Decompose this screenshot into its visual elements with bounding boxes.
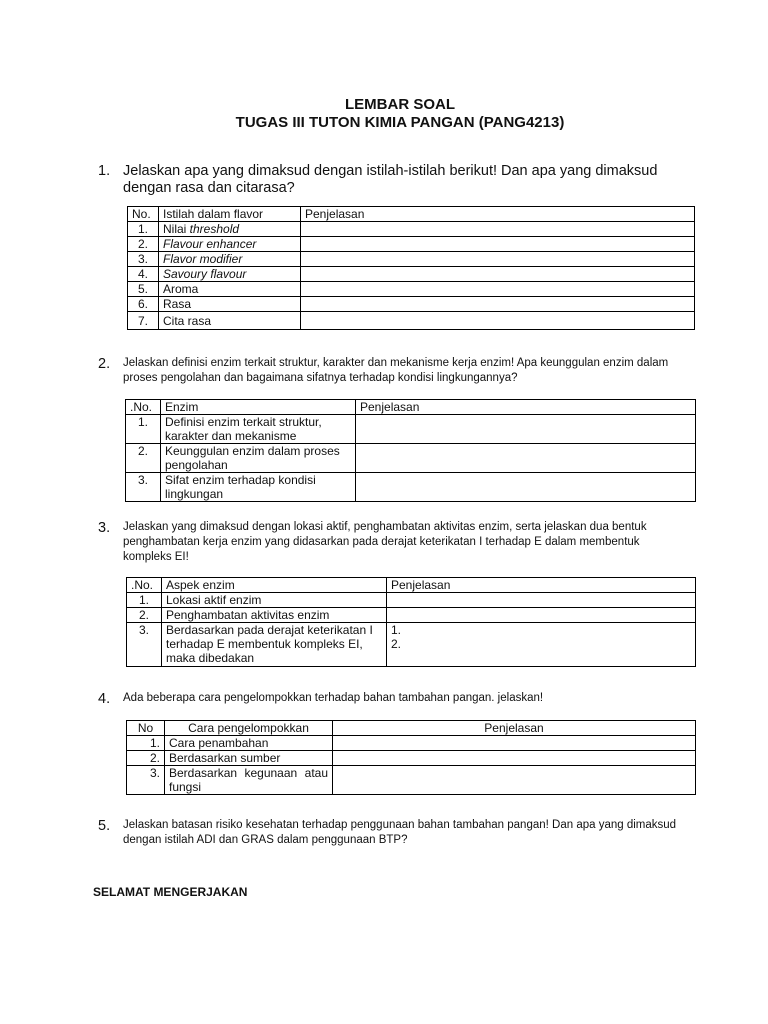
answer-point-2: 2. — [391, 637, 402, 651]
header-enzyme: Enzim — [161, 400, 356, 415]
question-text: Jelaskan batasan risiko kesehatan terhadap penggunaan bahan tambahan pangan! Dan apa yang dimaksud dengan istilah ADI dan GRAS dalam penggunaan BTP? — [123, 819, 677, 846]
term-prefix: Cita rasa — [163, 313, 212, 328]
answer-cell[interactable] — [301, 222, 695, 237]
question-5 — [98, 818, 678, 848]
row-no: 1. — [128, 222, 159, 237]
question-text: Jelaskan yang dimaksud dengan lokasi aktif, penghambatan aktivitas enzim, serta jelaskan dua bentuk penghambatan kerja enzim yang didasarkan pada derajat keterikatan I terhadap E dalam membentuk kompleks EI! — [123, 521, 647, 563]
header-no: .No. — [127, 578, 162, 593]
answer-cell[interactable] — [356, 473, 696, 502]
additive-grouping-table — [126, 720, 696, 795]
row-no: 2. — [127, 751, 165, 766]
row-no: 1. — [127, 736, 165, 751]
table-header-row — [128, 207, 695, 222]
answer-cell[interactable] — [387, 623, 696, 667]
term-italic: Flavor modifier — [163, 252, 243, 266]
header-term: Istilah dalam flavor — [159, 207, 301, 222]
question-4 — [98, 691, 678, 706]
row-term — [159, 297, 301, 312]
table-row — [128, 252, 695, 267]
row-no: 1. — [127, 593, 162, 608]
answer-cell[interactable] — [301, 297, 695, 312]
table-row — [126, 444, 696, 473]
term-italic: Flavour enhancer — [163, 237, 257, 251]
answer-cell[interactable] — [356, 444, 696, 473]
sheet-title: LEMBAR SOAL — [345, 96, 455, 113]
table-row — [126, 473, 696, 502]
answer-cell[interactable] — [333, 751, 696, 766]
row-no: 6. — [128, 297, 159, 312]
row-no: 5. — [128, 282, 159, 297]
row-no: 3. — [127, 766, 165, 795]
answer-cell[interactable] — [301, 282, 695, 297]
header-explanation: Penjelasan — [301, 207, 695, 222]
answer-cell[interactable] — [301, 237, 695, 252]
table-row — [128, 312, 695, 330]
row-item: Berdasarkan sumber — [165, 751, 333, 766]
row-item: Penghambatan aktivitas enzim — [162, 608, 387, 623]
row-no: 2. — [126, 444, 161, 473]
row-term — [159, 312, 301, 330]
row-term — [159, 282, 301, 297]
row-item: Keunggulan enzim dalam proses pengolahan — [161, 444, 356, 473]
header-no: No. — [128, 207, 159, 222]
closing-text: SELAMAT MENGERJAKAN — [93, 885, 248, 899]
table-row — [127, 608, 696, 623]
table-row — [128, 222, 695, 237]
answer-cell[interactable] — [301, 252, 695, 267]
question-number: 1. — [98, 163, 111, 179]
table-row — [126, 415, 696, 444]
row-item: Cara penambahan — [165, 736, 333, 751]
table-row — [128, 282, 695, 297]
term-prefix: Rasa — [163, 297, 192, 311]
question-text: Jelaskan definisi enzim terkait struktur, karakter dan mekanisme kerja enzim! Apa keunggulan enzim dalam proses pengolahan dan bagaimana sifatnya terhadap kondisi lingkungannya? — [123, 357, 669, 384]
question-3 — [98, 520, 678, 565]
header-explanation: Penjelasan — [333, 721, 696, 736]
question-text: Ada beberapa cara pengelompokkan terhadap bahan tambahan pangan. jelaskan! — [123, 692, 544, 704]
header-no: .No. — [126, 400, 161, 415]
table-row — [127, 593, 696, 608]
row-term — [159, 222, 301, 237]
row-term — [159, 237, 301, 252]
row-no: 2. — [128, 237, 159, 252]
term-italic: Savoury flavour — [163, 267, 247, 281]
row-no: 1. — [126, 415, 161, 444]
question-text: Jelaskan apa yang dimaksud dengan istilah-istilah berikut! Dan apa yang dimaksud dengan rasa dan citarasa? — [123, 163, 658, 196]
row-item: Lokasi aktif enzim — [162, 593, 387, 608]
table-header-row — [126, 400, 696, 415]
row-no: 3. — [128, 252, 159, 267]
question-2 — [98, 356, 678, 386]
assignment-title: TUGAS III TUTON KIMIA PANGAN (PANG4213) — [235, 114, 565, 131]
row-no: 3. — [126, 473, 161, 502]
row-no: 2. — [127, 608, 162, 623]
row-item: Definisi enzim terkait struktur, karakter dan mekanisme — [161, 415, 356, 444]
table-header-row — [127, 578, 696, 593]
answer-cell[interactable] — [333, 766, 696, 795]
answer-cell[interactable] — [301, 312, 695, 330]
question-number: 4. — [98, 691, 111, 707]
header-aspect: Aspek enzim — [162, 578, 387, 593]
row-no: 4. — [128, 267, 159, 282]
table-row — [128, 237, 695, 252]
question-number: 3. — [98, 520, 111, 536]
answer-cell[interactable] — [387, 593, 696, 608]
header-explanation: Penjelasan — [387, 578, 696, 593]
term-italic: threshold — [189, 222, 240, 236]
row-no: 7. — [128, 312, 159, 330]
row-item: Sifat enzim terhadap kondisi lingkungan — [161, 473, 356, 502]
answer-cell[interactable] — [301, 267, 695, 282]
row-no: 3. — [127, 623, 162, 667]
enzyme-table — [125, 399, 696, 502]
answer-cell[interactable] — [387, 608, 696, 623]
flavor-terms-table — [127, 206, 695, 330]
table-row — [127, 736, 696, 751]
header-explanation: Penjelasan — [356, 400, 696, 415]
row-item: Berdasarkan kegunaan atau fungsi — [165, 766, 333, 795]
table-row — [127, 751, 696, 766]
term-prefix: Aroma — [163, 282, 199, 296]
question-1 — [98, 163, 678, 197]
term-prefix: Nilai — [163, 222, 190, 236]
row-item: Berdasarkan pada derajat keterikatan I terhadap E membentuk kompleks EI, maka dibedakan — [162, 623, 387, 667]
answer-point-1: 1. — [391, 623, 402, 637]
answer-cell[interactable] — [333, 736, 696, 751]
table-row — [128, 267, 695, 282]
answer-cell[interactable] — [356, 415, 696, 444]
table-row — [127, 766, 696, 795]
table-header-row — [127, 721, 696, 736]
header-grouping: Cara pengelompokkan — [165, 721, 333, 736]
table-row — [128, 297, 695, 312]
header-no: No — [127, 721, 165, 736]
question-number: 2. — [98, 356, 111, 372]
table-row — [127, 623, 696, 667]
row-term — [159, 267, 301, 282]
enzyme-aspect-table — [126, 577, 696, 667]
row-term — [159, 252, 301, 267]
question-number: 5. — [98, 818, 111, 834]
